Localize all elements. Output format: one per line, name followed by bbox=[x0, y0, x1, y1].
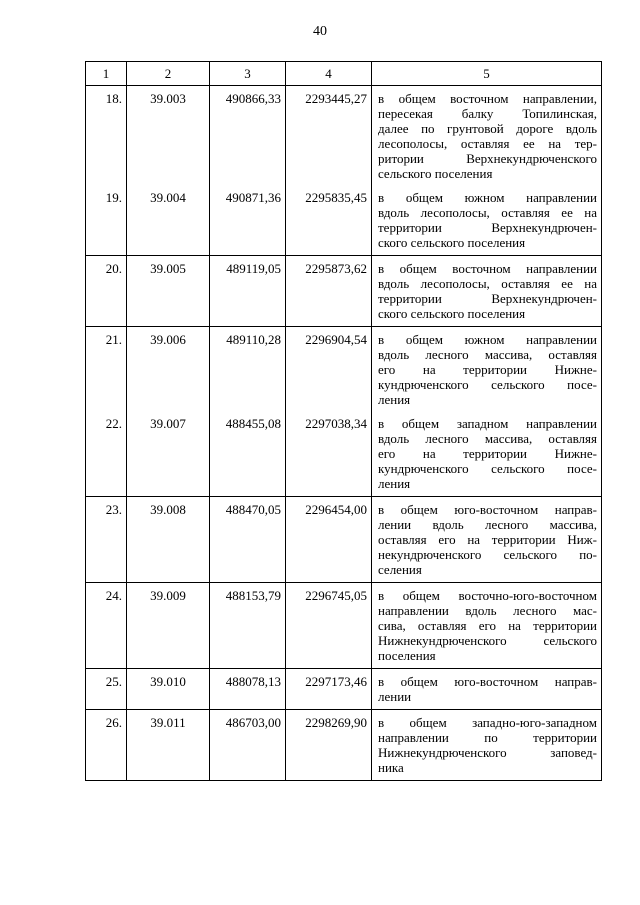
point-number: 24. bbox=[105, 588, 122, 603]
coordinate-y: 2297038,34 bbox=[305, 416, 367, 431]
point-number: 25. bbox=[105, 674, 122, 689]
point-code: 39.007 bbox=[150, 416, 186, 431]
description-line: территории Верхнекундрючен- bbox=[378, 220, 597, 235]
description-line: кундрюченского сельского посе- bbox=[378, 461, 597, 476]
table-row bbox=[86, 583, 602, 669]
direction-description bbox=[378, 327, 597, 407]
direction-description-cell bbox=[372, 86, 602, 256]
description-line: в общем восточном направлении bbox=[378, 261, 597, 276]
direction-description-cell bbox=[372, 710, 602, 781]
description-line: лении bbox=[378, 689, 412, 704]
point-number: 20. bbox=[105, 261, 122, 276]
description-line: поселения bbox=[378, 648, 436, 663]
description-line: вдоль лесного массива, оставляя bbox=[378, 347, 597, 362]
point-code-cell bbox=[127, 256, 210, 327]
point-number: 26. bbox=[105, 715, 122, 730]
description-line: направлении по территории bbox=[378, 730, 597, 745]
direction-description bbox=[378, 710, 597, 775]
description-line: сельского поселения bbox=[378, 166, 493, 181]
description-line: лении вдоль лесного массива, bbox=[378, 517, 597, 532]
coordinate-y: 2298269,90 bbox=[305, 715, 367, 730]
direction-description-cell bbox=[372, 327, 602, 497]
description-line: в общем юго-восточном направ- bbox=[378, 502, 597, 517]
direction-description bbox=[378, 583, 597, 663]
direction-description bbox=[378, 86, 597, 181]
coordinate-x-cell bbox=[210, 710, 286, 781]
direction-description bbox=[378, 256, 597, 321]
table-body bbox=[86, 86, 602, 781]
description-line: в общем южном направлении bbox=[378, 190, 597, 205]
description-line: кундрюченского сельского посе- bbox=[378, 377, 597, 392]
direction-description-cell bbox=[372, 256, 602, 327]
coordinates-table bbox=[85, 61, 602, 781]
point-number: 23. bbox=[105, 502, 122, 517]
coordinate-x: 488470,05 bbox=[225, 502, 281, 517]
coordinate-x: 486703,00 bbox=[225, 715, 281, 730]
description-line: в общем западном направлении bbox=[378, 416, 597, 431]
description-line: лесополосы, оставляя ее на тер- bbox=[378, 136, 597, 151]
point-number-cell bbox=[86, 669, 127, 710]
direction-description bbox=[378, 407, 597, 491]
coordinate-y: 2295873,62 bbox=[305, 261, 367, 276]
description-line: вдоль лесного массива, оставляя bbox=[378, 431, 597, 446]
coordinate-y: 2296745,05 bbox=[305, 588, 367, 603]
description-line: вдоль лесополосы, оставляя ее на bbox=[378, 205, 597, 220]
description-line: в общем западно-юго-западном bbox=[378, 715, 597, 730]
description-line: в общем юго-восточном направ- bbox=[378, 674, 597, 689]
description-line: ника bbox=[378, 760, 404, 775]
table-row bbox=[86, 710, 602, 781]
point-number-cell bbox=[86, 86, 127, 256]
coordinate-y-cell bbox=[286, 583, 372, 669]
coordinate-y: 2296904,54 bbox=[305, 332, 367, 347]
coordinate-y-cell bbox=[286, 497, 372, 583]
description-line: Нижнекундрюченского сельского bbox=[378, 633, 597, 648]
description-line: вдоль лесополосы, оставляя ее на bbox=[378, 276, 597, 291]
point-code-cell bbox=[127, 327, 210, 497]
direction-description bbox=[378, 181, 597, 250]
description-line: его на территории Нижне- bbox=[378, 446, 597, 461]
description-line: сива, оставляя его на территории bbox=[378, 618, 597, 633]
coordinate-y-cell bbox=[286, 86, 372, 256]
description-line: в общем восточно-юго-восточном bbox=[378, 588, 597, 603]
point-code: 39.008 bbox=[150, 502, 186, 517]
coordinate-x: 488078,13 bbox=[225, 674, 281, 689]
direction-description-cell bbox=[372, 497, 602, 583]
point-code-cell bbox=[127, 86, 210, 256]
column-header-2: 2 bbox=[127, 62, 210, 86]
point-code-cell bbox=[127, 669, 210, 710]
coordinate-y: 2297173,46 bbox=[305, 674, 367, 689]
coordinate-x-cell bbox=[210, 327, 286, 497]
point-code-cell bbox=[127, 497, 210, 583]
description-line: Нижнекундрюченского заповед- bbox=[378, 745, 597, 760]
column-header-1: 1 bbox=[86, 62, 127, 86]
description-line: территории Верхнекундрючен- bbox=[378, 291, 597, 306]
point-code-cell bbox=[127, 710, 210, 781]
point-number: 19. bbox=[105, 190, 122, 205]
table-row bbox=[86, 497, 602, 583]
point-code: 39.009 bbox=[150, 588, 186, 603]
table-row bbox=[86, 669, 602, 710]
description-line: ления bbox=[378, 476, 411, 491]
coordinate-x-cell bbox=[210, 669, 286, 710]
column-header-4: 4 bbox=[286, 62, 372, 86]
coordinate-y-cell bbox=[286, 327, 372, 497]
point-code: 39.005 bbox=[150, 261, 186, 276]
point-number: 21. bbox=[105, 332, 122, 347]
description-line: далее по грунтовой дороге вдоль bbox=[378, 121, 597, 136]
coordinate-y: 2293445,27 bbox=[305, 91, 367, 106]
coordinate-x: 488455,08 bbox=[225, 416, 281, 431]
coordinate-y-cell bbox=[286, 256, 372, 327]
point-code: 39.011 bbox=[150, 715, 186, 730]
description-line: направлении вдоль лесного мас- bbox=[378, 603, 597, 618]
coordinate-y-cell bbox=[286, 710, 372, 781]
point-number: 22. bbox=[105, 416, 122, 431]
point-number-cell bbox=[86, 710, 127, 781]
coordinate-y-cell bbox=[286, 669, 372, 710]
coordinate-y: 2296454,00 bbox=[305, 502, 367, 517]
point-number-cell bbox=[86, 583, 127, 669]
coordinate-x: 490871,36 bbox=[225, 190, 281, 205]
column-header-3: 3 bbox=[210, 62, 286, 86]
direction-description bbox=[378, 497, 597, 577]
table-row bbox=[86, 86, 602, 256]
coordinate-y: 2295835,45 bbox=[305, 190, 367, 205]
description-line: его на территории Нижне- bbox=[378, 362, 597, 377]
description-line: ского сельского поселения bbox=[378, 235, 526, 250]
point-code-cell bbox=[127, 583, 210, 669]
point-code: 39.003 bbox=[150, 91, 186, 106]
description-line: ритории Верхнекундрюченского bbox=[378, 151, 597, 166]
point-code: 39.006 bbox=[150, 332, 186, 347]
coordinate-x-cell bbox=[210, 86, 286, 256]
description-line: некундрюченского сельского по- bbox=[378, 547, 597, 562]
page-number: 40 bbox=[313, 24, 327, 39]
description-line: пересекая балку Топилинская, bbox=[378, 106, 597, 121]
description-line: оставляя его на территории Ниж- bbox=[378, 532, 597, 547]
coordinate-x-cell bbox=[210, 497, 286, 583]
direction-description-cell bbox=[372, 583, 602, 669]
point-number: 18. bbox=[105, 91, 122, 106]
point-number-cell bbox=[86, 327, 127, 497]
column-header-5: 5 bbox=[372, 62, 602, 86]
coordinate-x: 488153,79 bbox=[225, 588, 281, 603]
table-row bbox=[86, 256, 602, 327]
coordinate-x: 489119,05 bbox=[226, 261, 281, 276]
table-row bbox=[86, 327, 602, 497]
coordinate-x: 490866,33 bbox=[225, 91, 281, 106]
point-code: 39.010 bbox=[150, 674, 186, 689]
direction-description bbox=[378, 669, 597, 704]
point-number-cell bbox=[86, 497, 127, 583]
description-line: ского сельского поселения bbox=[378, 306, 526, 321]
description-line: ления bbox=[378, 392, 411, 407]
description-line: в общем восточном направлении, bbox=[378, 91, 597, 106]
coordinate-x-cell bbox=[210, 256, 286, 327]
table-header-row bbox=[86, 62, 602, 86]
coordinate-x: 489110,28 bbox=[226, 332, 281, 347]
point-code: 39.004 bbox=[150, 190, 186, 205]
description-line: в общем южном направлении bbox=[378, 332, 597, 347]
point-number-cell bbox=[86, 256, 127, 327]
coordinate-x-cell bbox=[210, 583, 286, 669]
direction-description-cell bbox=[372, 669, 602, 710]
description-line: селения bbox=[378, 562, 422, 577]
